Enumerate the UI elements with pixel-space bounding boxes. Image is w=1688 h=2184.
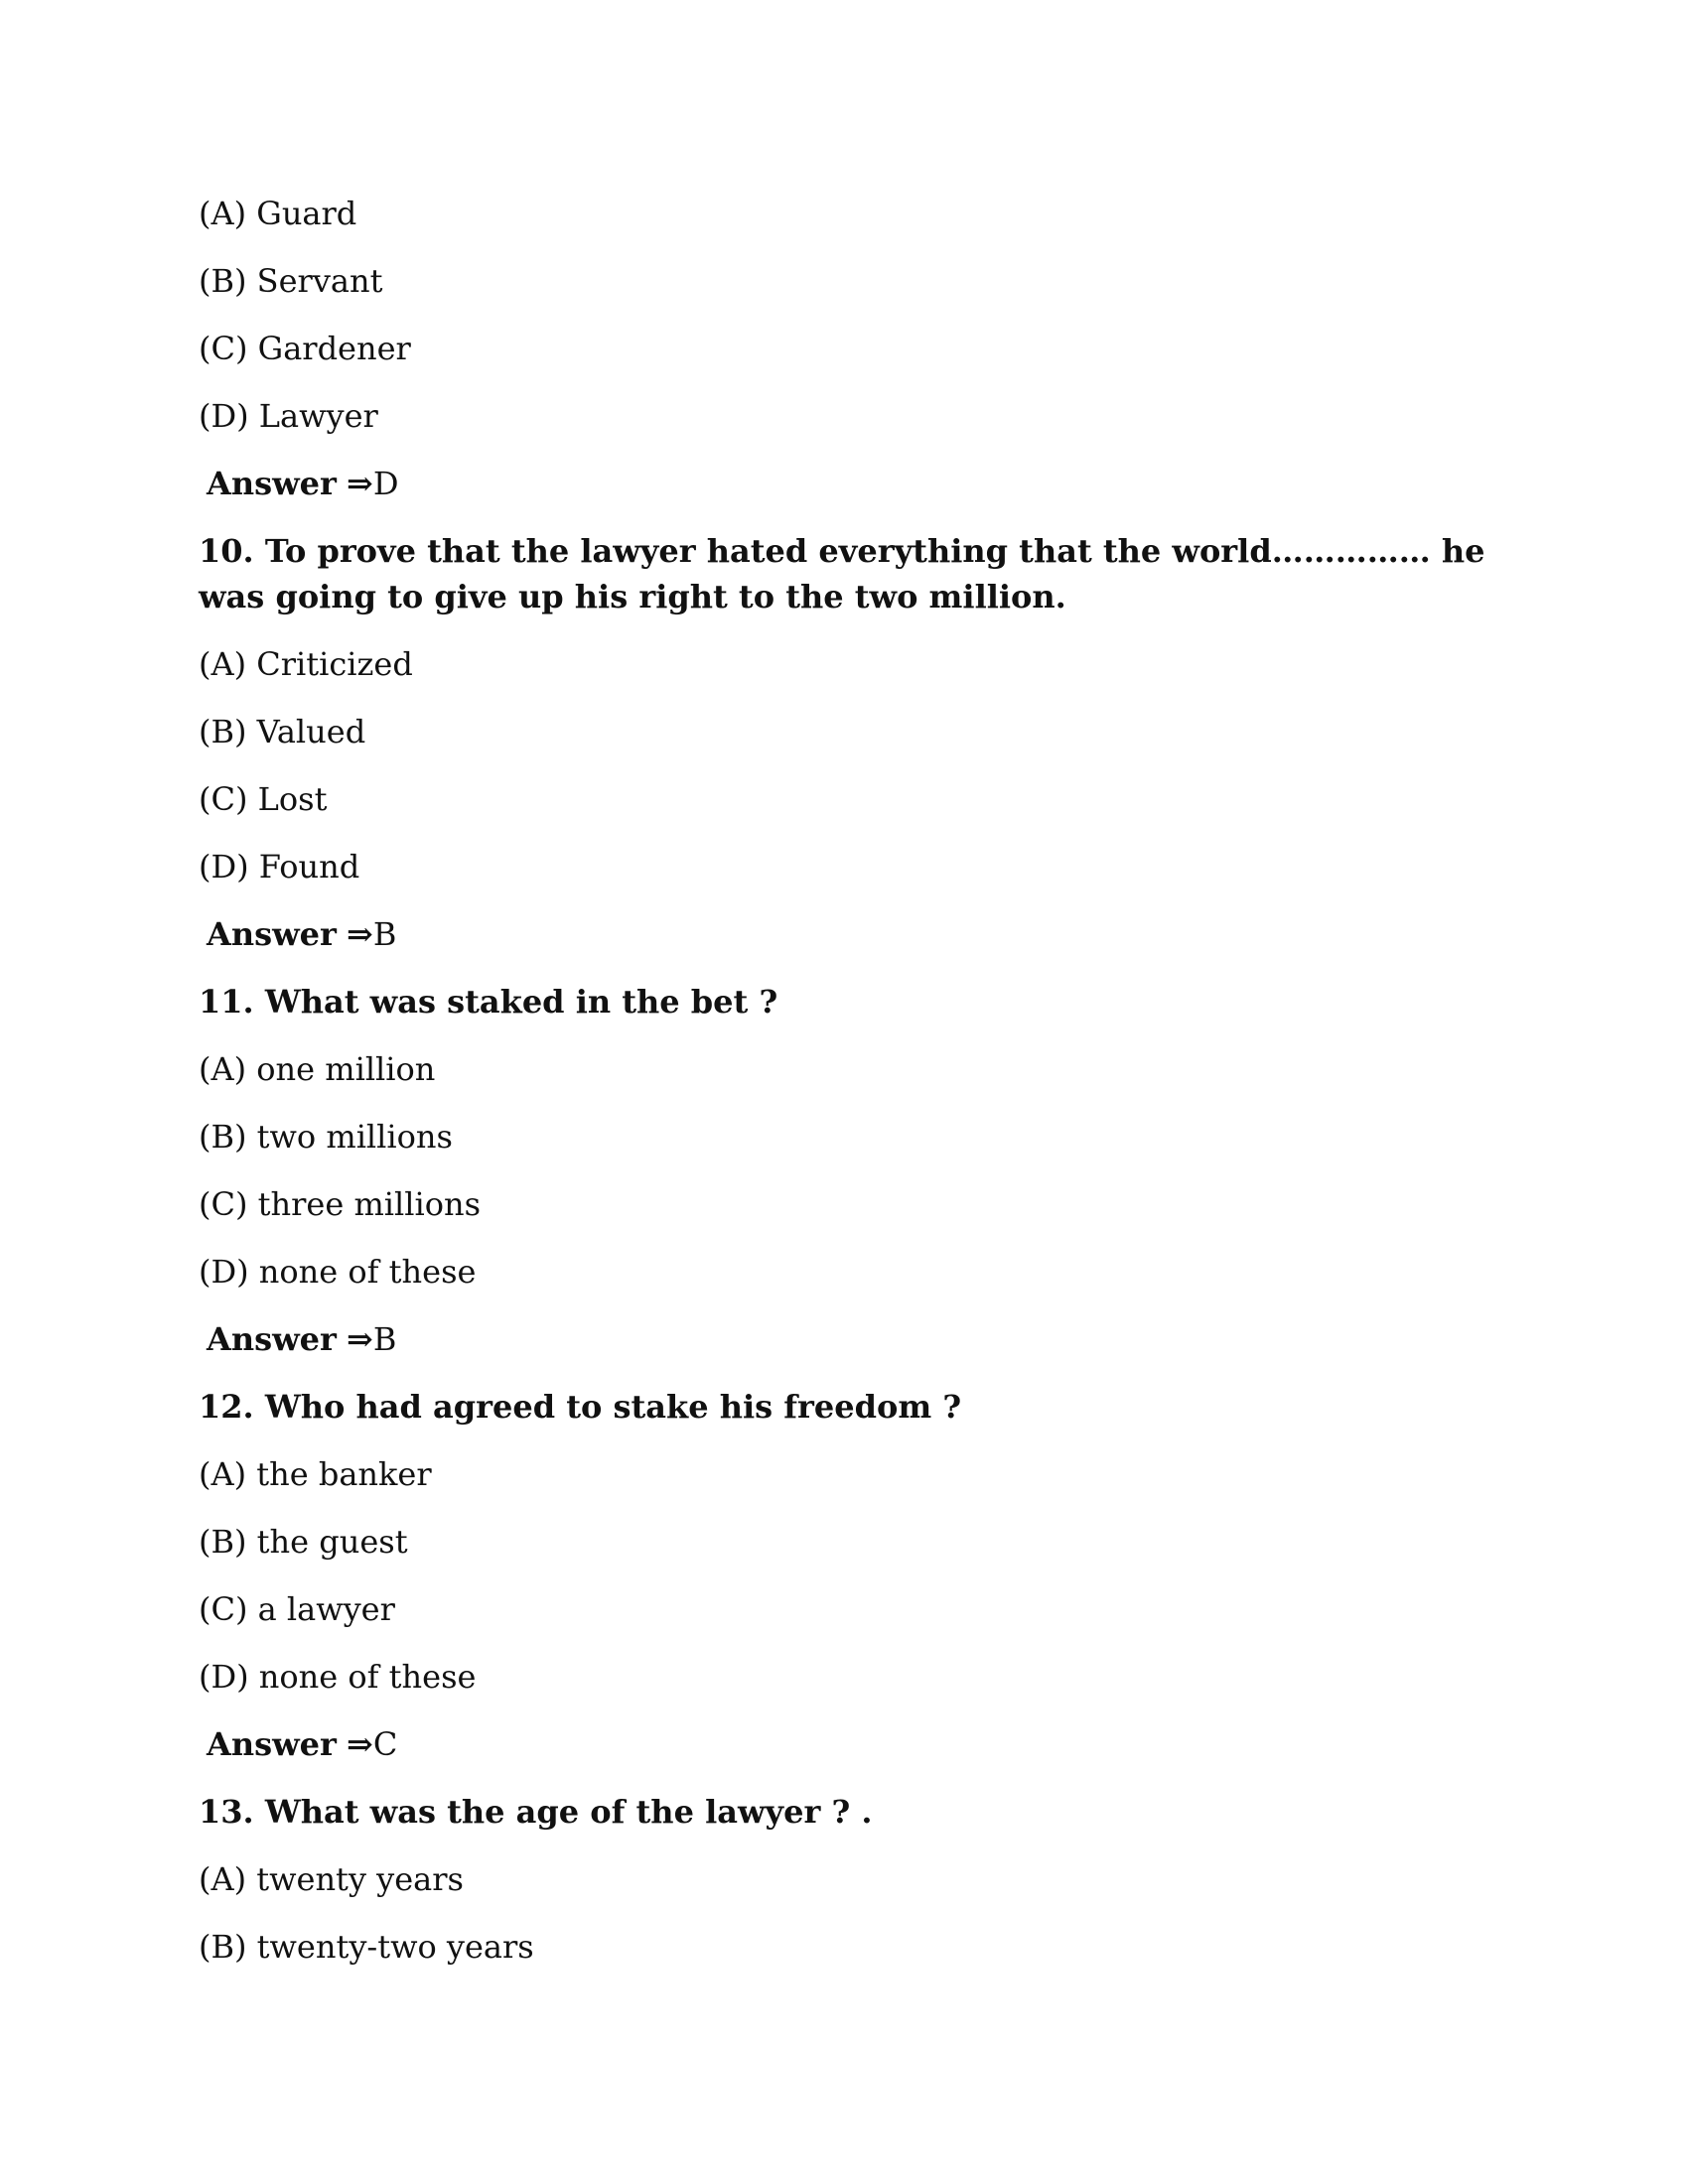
answer-label: Answer — [207, 465, 337, 502]
q9-option-b: (B) Servant — [199, 262, 383, 300]
q9-option-a: (A) Guard — [199, 195, 357, 232]
q9-answer-value: D — [372, 465, 399, 502]
q12-option-c: (C) a lawyer — [199, 1590, 395, 1628]
q11-option-a: (A) one million — [199, 1050, 436, 1088]
q9-option-c: (C) Gardener — [199, 330, 411, 367]
q11-option-d: (D) none of these — [199, 1253, 477, 1291]
q11-answer — [199, 1316, 1489, 1362]
answer-arrow-icon: ⇒ — [347, 1725, 373, 1763]
q12-answer-value: C — [372, 1725, 398, 1763]
q10-question: 10. To prove that the lawyer hated everything that the world…………… he was going to give up his right to the two million. — [199, 532, 1485, 615]
q11-option-c: (C) three millions — [199, 1185, 482, 1223]
quiz-content — [199, 191, 1489, 1991]
q11-answer-value: B — [372, 1320, 397, 1358]
q13-option-a: (A) twenty years — [199, 1860, 464, 1898]
q12-option-b: (B) the guest — [199, 1523, 408, 1561]
q10-answer-value: B — [372, 915, 397, 953]
q10-option-a: (A) Criticized — [199, 645, 413, 683]
q11-option-b: (B) two millions — [199, 1118, 453, 1156]
q12-option-a: (A) the banker — [199, 1455, 432, 1493]
q10-answer — [199, 911, 1489, 957]
q10-option-d: (D) Found — [199, 848, 360, 886]
answer-label: Answer — [207, 1725, 337, 1763]
q10-option-b: (B) Valued — [199, 713, 366, 751]
q10-option-c: (C) Lost — [199, 780, 328, 818]
answer-label: Answer — [207, 1320, 337, 1358]
answer-label: Answer — [207, 915, 337, 953]
q12-answer — [199, 1721, 1489, 1767]
q13-question: 13. What was the age of the lawyer ? . — [199, 1793, 873, 1831]
q11-question: 11. What was staked in the bet ? — [199, 983, 778, 1021]
answer-arrow-icon: ⇒ — [347, 915, 373, 953]
q12-option-d: (D) none of these — [199, 1658, 477, 1696]
q9-answer — [199, 461, 1489, 506]
answer-arrow-icon: ⇒ — [347, 465, 373, 502]
q12-question: 12. Who had agreed to stake his freedom ? — [199, 1388, 962, 1426]
answer-arrow-icon: ⇒ — [347, 1320, 373, 1358]
q13-option-b: (B) twenty-two years — [199, 1928, 534, 1966]
q9-option-d: (D) Lawyer — [199, 397, 378, 435]
